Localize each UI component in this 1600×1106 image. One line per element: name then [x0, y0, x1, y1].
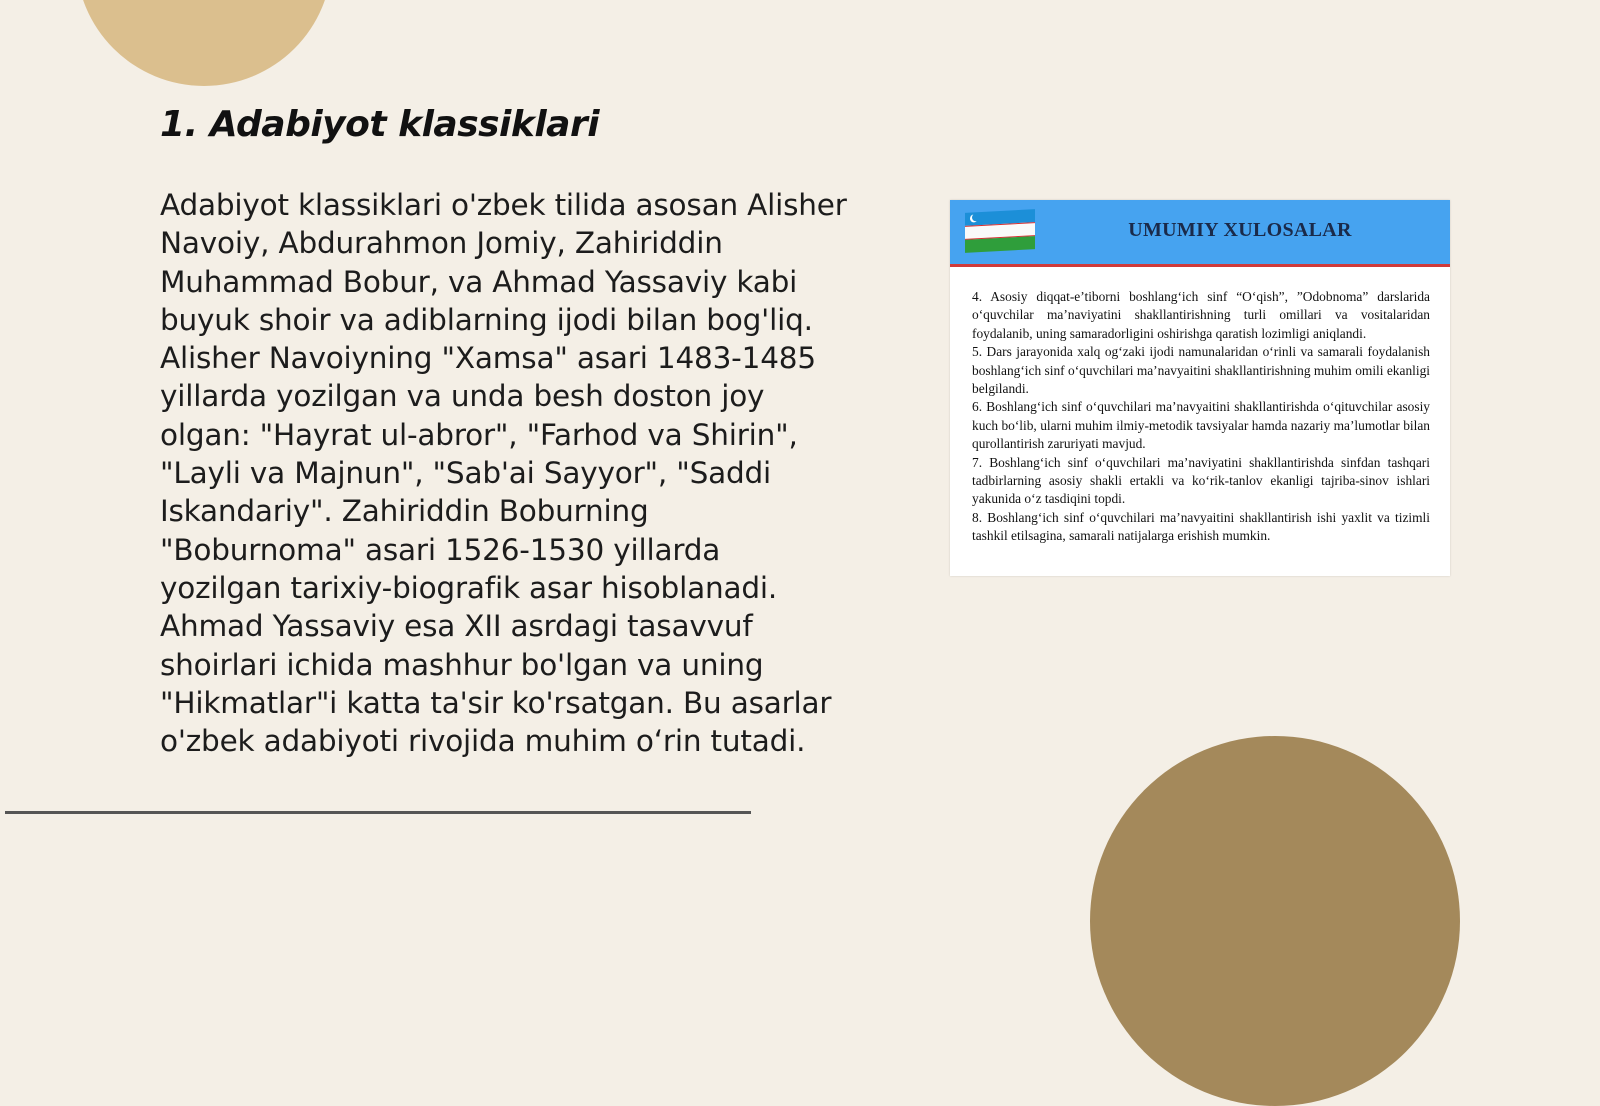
conclusions-title: UMUMIY XULOSALAR	[1128, 219, 1352, 241]
slide-body-text: Adabiyot klassiklari o'zbek tilida asosan Alisher Navoiy, Abdurahmon Jomiy, Zahiriddin Muhammad Bobur, va Ahmad Yassaviy kabi buyuk shoir va adiblarning ijodi bilan bog'liq. Alisher Navoiyning "Xamsa" asari 1483-1485 yillarda yozilgan va unda besh doston joy olgan: "Hayrat ul-abror", "Farhod va Shirin", "Layli va Majnun", "Sab'ai Sayyor", "Saddi Iskandariy". Zahiriddin Boburning "Boburnoma" asari 1526-1530 yillarda yozilgan tarixiy-biografik asar hisoblanadi. Ahmad Yassaviy esa XII asrdagi tasavvuf shoirlari ichida mashhur bo'lgan va uning "Hikmatlar"i katta ta'sir ko'rsatgan. Bu asarlar o'zbek adabiyoti rivojida muhim o‘rin tutadi.	[160, 188, 847, 759]
conclusions-header	[950, 200, 1450, 267]
conclusion-item: 5. Dars jarayonida xalq og‘zaki ijodi namunalaridan o‘rinli va samarali foydalanish boshlang‘ich sinf o‘quvchilari ma’navyaitini shakllantirishning muhim omili ekanligi belgilandi.	[972, 344, 1430, 397]
horizontal-divider	[5, 811, 751, 814]
conclusion-item: 7. Boshlang‘ich sinf o‘quvchilari ma’naviyatini shakllantirishda sinfdan tashqari tadbirlarning asosiy shakli ertakli va ko‘rik-tanlov ekanligi tajriba-sinov ishlari yakunida o‘z tasdiqini topdi.	[972, 454, 1430, 507]
conclusion-item: 4. Asosiy diqqat-e’tiborni boshlang‘ich sinf “O‘qish”, ”Odobnoma” darslarida o‘quvchilar ma’naviyatini shakllantirishning turli omillari va vositalaridan foydalanib, uning samaradorligini oshirishga qaratish lozimligi aniqlandi.	[972, 289, 1430, 341]
conclusion-item: 6. Boshlang‘ich sinf o‘quvchilari ma’navyaitini shakllantirishda o‘qituvchilar asosiy kuch bo‘lib, ularni muhim ilmiy-metodik tavsiyalar hamda nazariy ma’lumotlar bilan qurollantirish zaruriyati mavjud.	[972, 399, 1430, 452]
conclusions-image	[950, 200, 1450, 576]
uzbekistan-flag-icon	[965, 209, 1035, 253]
slide-title: 1. Adabiyot klassiklari	[160, 104, 600, 145]
conclusion-item: 8. Boshlang‘ich sinf o‘quvchilari ma’navyaitini shakllantirish ishi yaxlit va tizimli tashkil etilsagina, samarali natijalarga erishish mumkin.	[972, 509, 1430, 544]
decorative-circle-top	[76, 0, 332, 86]
conclusions-body	[972, 288, 1430, 546]
decorative-circle-bottom	[1090, 736, 1460, 1106]
